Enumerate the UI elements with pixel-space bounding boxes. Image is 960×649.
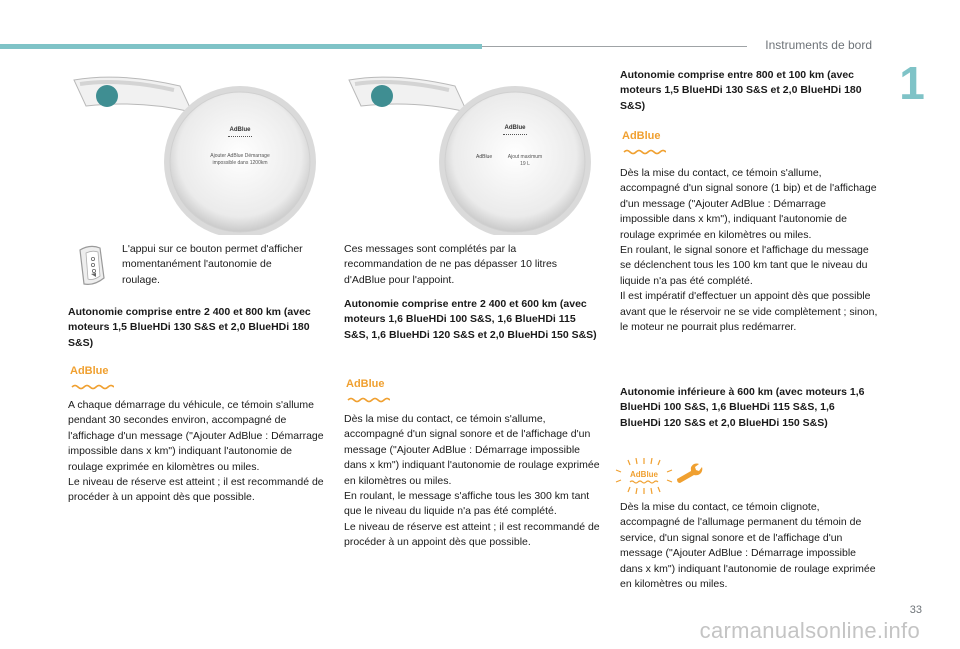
adblue-warning-icon [346, 378, 394, 400]
chapter-number: 1 [899, 57, 925, 109]
col2-heading: Autonomie comprise entre 2 400 et 600 km (avec moteurs 1,6 BlueHDi 100 S&S, 1,6 BlueHDi 115 S&S, 1,6 BlueHDi 120 S&S et 2,0 BlueHDi 150 S&S) [344, 298, 597, 341]
header-rule [482, 46, 747, 47]
display-left-message: Ajouter AdBlue Démarrage impossible dans 1200km [210, 153, 270, 166]
adblue-blinking-icon [614, 458, 674, 494]
header-accent-bar [0, 44, 482, 49]
service-wrench-icon [674, 462, 704, 484]
instrument-display-left [60, 70, 325, 235]
button-caption: L'appui sur ce bouton permet d'afficher momentanément l'autonomie de roulage. [122, 243, 303, 286]
trip-button-icon [74, 244, 108, 288]
display-left-logo: AdBlue [229, 127, 251, 133]
col2-intro: Ces messages sont complétés par la recommandation de ne pas dépasser 10 litres d'AdBlue pour l'appoint. [344, 243, 558, 286]
instrument-display-middle [335, 70, 600, 235]
col3-heading1: Autonomie comprise entre 800 et 100 km (avec moteurs 1,5 BlueHDi 130 S&S et 2,0 BlueHDi 180 S&S) [620, 69, 862, 112]
display-middle-label: AdBlue [476, 154, 493, 160]
adblue-icon-label: AdBlue [630, 470, 658, 479]
adblue-wave [70, 384, 114, 390]
section-title: Instruments de bord [765, 38, 872, 52]
adblue-wave [346, 397, 390, 403]
col3-body2: Dès la mise du contact, ce témoin clignote, accompagné de l'allumage permanent du témoin de service, d'un signal sonore et de l'affichage d'un message ("Ajouter AdBlue : Démarrage impossible dans x km") indiquant l'autonomie de roulage exprimée en kilomètres ou miles. [620, 501, 876, 591]
watermark: carmanualsonline.info [699, 618, 920, 643]
col1-body: A chaque démarrage du véhicule, ce témoin s'allume pendant 30 secondes environ, accompagné de l'affichage d'un message ("Ajouter AdBlue : Démarrage impossible dans x km") indiquant l'autonomie de roulage exprimée en kilomètres ou miles. Le niveau de réserve est atteint ; il est recommandé de procéder à un appoint dès que possible. [68, 399, 324, 504]
col1-heading: Autonomie comprise entre 2 400 et 800 km (avec moteurs 1,5 BlueHDi 130 S&S et 2,0 BlueHDi 180 S&S) [68, 306, 311, 349]
col2-body: Dès la mise du contact, ce témoin s'allume, accompagné d'un signal sonore et de l'affichage d'un message ("Ajouter AdBlue : Démarrage impossible dans x km") indiquant l'autonomie de roulage exprimée en kilomètres ou miles. En roulant, le message s'affiche tous les 300 km tant que le niveau du liquide n'a pas été complété. Le niveau de réserve est atteint ; il est recommandé de procéder à un appoint dès que possible. [344, 413, 600, 549]
adblue-warning-icon [70, 365, 118, 387]
adblue-icon-label: AdBlue [70, 365, 109, 377]
col3-body1: Dès la mise du contact, ce témoin s'allume, accompagné d'un signal sonore (1 bip) et de l'affichage d'un message ("Ajouter AdBlue : Démarrage impossible dans x km"), indiquant l'autonomie de roulage exprimée en kilomètres ou miles. En roulant, le signal sonore et l'affichage du message se déclenchent tous les 100 km tant que le niveau du liquide n'a pas été complété. Il est impératif d'effectuer un appoint dès que possible avant que le réservoir ne se vide complètement ; sinon, le moteur ne pourrait plus redémarrer. [620, 167, 878, 334]
adblue-icon-label: AdBlue [346, 378, 385, 390]
display-left-wave [228, 134, 252, 137]
adblue-wave [622, 149, 666, 155]
adblue-warning-icon [622, 130, 670, 152]
adblue-icon-label: AdBlue [622, 130, 661, 142]
display-middle-value: Ajout maximum 19 L [507, 154, 543, 167]
page-number: 33 [909, 604, 922, 616]
display-middle-wave [503, 132, 527, 135]
col3-heading2: Autonomie inférieure à 600 km (avec moteurs 1,6 BlueHDi 100 S&S, 1,6 BlueHDi 115 S&S, 1,6 BlueHDi 120 S&S et 2,0 BlueHDi 150 S&S) [620, 386, 865, 429]
display-middle-logo: AdBlue [504, 125, 526, 131]
